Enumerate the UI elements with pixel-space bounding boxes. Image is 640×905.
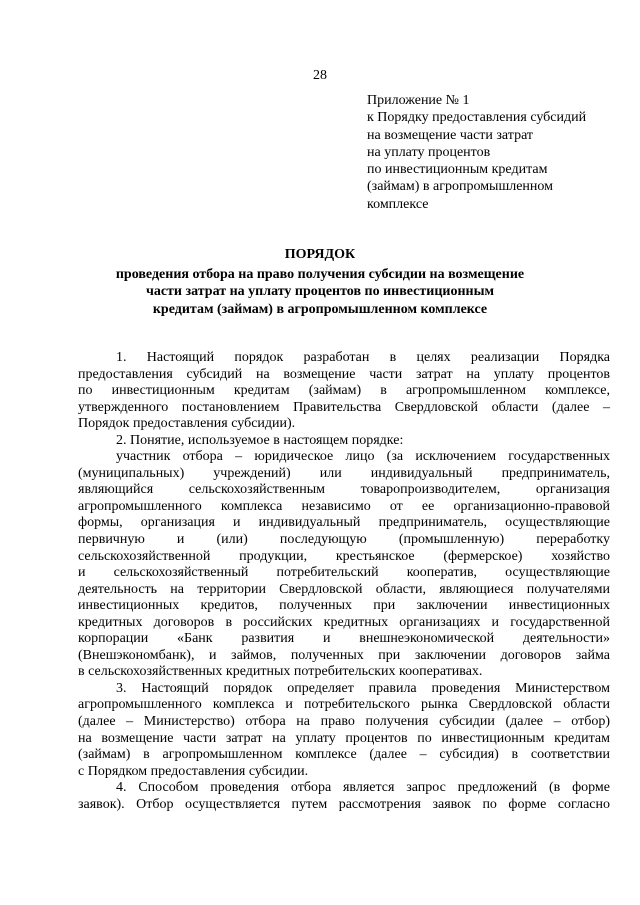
appendix-line: комплексе [367, 196, 429, 212]
title-line: кредитам (займам) в агропромышленном комплексе [152, 301, 488, 317]
paragraph-line: деятельность на территории Свердловской области, являющиеся получателями [78, 581, 610, 597]
paragraph-line: сельскохозяйственной продукции, крестьянское (фермерское) хозяйство [78, 548, 610, 564]
appendix-line: (займам) в агропромышленном [367, 179, 554, 195]
paragraph-line: инвестиционных кредитов, полученных при заключении инвестиционных [78, 598, 610, 614]
paragraph-line: 3. Настоящий порядок определяет правила проведения Министерством [116, 680, 610, 696]
paragraph-line: участник отбора – юридическое лицо (за исключением государственных [116, 449, 610, 465]
paragraph-line: агропромышленного комплекса независимо от ее организационно-правовой [78, 498, 610, 514]
appendix-line: на уплату процентов [367, 144, 491, 160]
title-main: ПОРЯДОК [284, 247, 356, 262]
paragraph-line: 4. Способом проведения отбора является запрос предложений (в форме [116, 780, 610, 796]
paragraph-line: (Внешэкономбанк), и займов, полученных при заключении договоров займа [78, 647, 610, 663]
paragraph [78, 350, 610, 433]
paragraph-line: корпорации «Банк развития и внешнеэкономической деятельности» [78, 631, 610, 647]
paragraph-line: кредитных договоров в российских кредитных организациях и государственной [78, 614, 610, 630]
paragraph-line: по инвестиционным кредитам (займам) в агропромышленном комплексе, [78, 383, 610, 399]
paragraph-line: на возмещение части затрат на уплату процентов по инвестиционным кредитам [78, 730, 610, 746]
page-number: 28 [313, 68, 327, 83]
paragraph-line: формы, организация и индивидуальный предприниматель, осуществляющие [78, 515, 610, 531]
paragraph-line: 2. Понятие, используемое в настоящем порядке: [116, 432, 404, 448]
paragraph-line: 1. Настоящий порядок разработан в целях реализации Порядка [116, 350, 610, 365]
paragraph-line: с Порядком предоставления субсидии. [78, 763, 309, 779]
paragraph [78, 780, 610, 813]
paragraph-line: являющийся сельскохозяйственным товаропроизводителем, организация [78, 482, 610, 498]
paragraph [78, 681, 610, 780]
paragraph-line: предоставления субсидий на возмещение части затрат на уплату процентов [78, 366, 610, 382]
paragraph-line: в сельскохозяйственных кредитных потребительских кооперативах. [78, 664, 483, 680]
paragraph-line: (муниципальных) учреждений) или индивидуальный предприниматель, [78, 465, 610, 481]
document-title [0, 246, 640, 318]
title-line: части затрат на уплату процентов по инвестиционным [145, 284, 495, 299]
title-subtitle [0, 266, 640, 319]
paragraph-line: заявок). Отбор осуществляется путем рассмотрения заявок по форме согласно [78, 796, 610, 812]
paragraph-line: Порядок предоставления субсидии). [78, 416, 296, 432]
appendix-line: Приложение № 1 [367, 93, 470, 108]
paragraph-line: первичную и (или) последующую (промышленную) переработку [78, 532, 610, 548]
appendix-line: по инвестиционным кредитам [367, 162, 548, 178]
appendix-line: на возмещение части затрат [367, 127, 534, 143]
paragraph-line: (займам) в агропромышленном комплексе (далее – субсидия) в соответствии [78, 747, 610, 763]
appendix-header [367, 92, 627, 213]
title-line: проведения отбора на право получения субсидии на возмещение [115, 266, 525, 282]
appendix-line: к Порядку предоставления субсидий [367, 110, 587, 126]
paragraph-line: агропромышленного комплекса и потребительского рынка Свердловской области [78, 697, 610, 713]
paragraph-line: утвержденного постановлением Правительства Свердловской области (далее – [78, 399, 610, 415]
paragraph [78, 433, 610, 450]
document-body [78, 350, 610, 813]
paragraph-line: (далее – Министерство) отбора на право получения субсидии (далее – отбор) [78, 714, 610, 730]
paragraph [78, 449, 610, 681]
paragraph-line: и сельскохозяйственный потребительский кооператив, осуществляющие [78, 565, 610, 581]
